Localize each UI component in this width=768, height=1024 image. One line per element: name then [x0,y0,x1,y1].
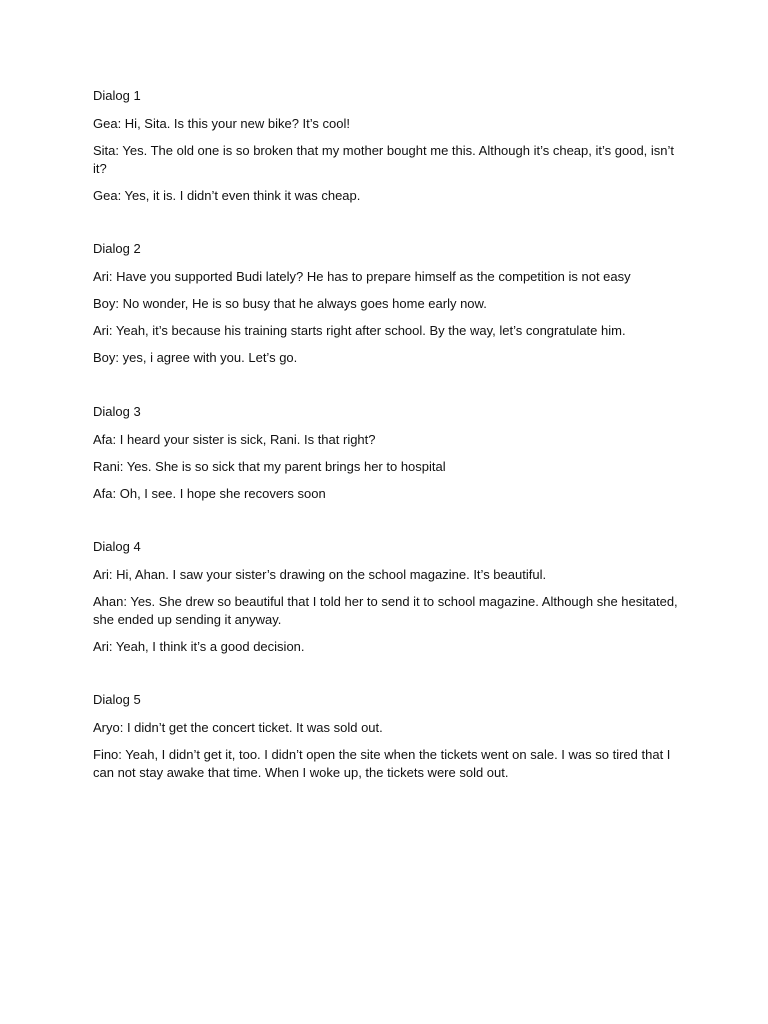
dialog-line: Rani: Yes. She is so sick that my parent brings her to hospital [93,458,446,474]
dialog-line: Boy: yes, i agree with you. Let’s go. [93,350,298,365]
dialog-line: Gea: Yes, it is. I didn’t even think it was cheap. [93,187,361,203]
dialog-3 [93,403,683,503]
dialog-line: Afa: I heard your sister is sick, Rani. Is that right? [93,431,376,447]
dialog-line: Ahan: Yes. She drew so beautiful that I told her to send it to school magazine. Although she hesitated, she ended up sending it anyway. [93,594,678,627]
dialog-line: Ari: Hi, Ahan. I saw your sister’s drawing on the school magazine. It’s beautiful. [93,567,547,582]
dialog-line: Gea: Hi, Sita. Is this your new bike? It’s cool! [93,116,350,131]
dialog-4 [93,538,683,655]
dialog-title: Dialog 4 [93,539,141,554]
dialog-title: Dialog 1 [93,88,141,103]
document-page [93,87,683,817]
dialog-title: Dialog 3 [93,403,141,419]
dialog-5 [93,691,683,781]
dialog-title: Dialog 2 [93,241,141,256]
dialog-line: Sita: Yes. The old one is so broken that my mother bought me this. Although it’s cheap, it’s good, isn’t it? [93,143,675,176]
dialog-line: Ari: Have you supported Budi lately? He has to prepare himself as the competition is not easy [93,269,631,284]
dialog-2 [93,240,683,367]
dialog-title: Dialog 5 [93,692,141,707]
dialog-line: Ari: Yeah, it’s because his training starts right after school. By the way, let’s congratulate him. [93,323,626,338]
dialog-1 [93,87,683,204]
dialog-line: Afa: Oh, I see. I hope she recovers soon [93,485,326,501]
dialog-line: Boy: No wonder, He is so busy that he always goes home early now. [93,296,487,311]
dialog-line: Fino: Yeah, I didn’t get it, too. I didn’t open the site when the tickets went on sale. I was so tired that I can not stay awake that time. When I woke up, the tickets were sold out. [93,747,671,780]
dialog-line: Aryo: I didn’t get the concert ticket. It was sold out. [93,720,383,735]
dialog-line: Ari: Yeah, I think it’s a good decision. [93,638,305,654]
